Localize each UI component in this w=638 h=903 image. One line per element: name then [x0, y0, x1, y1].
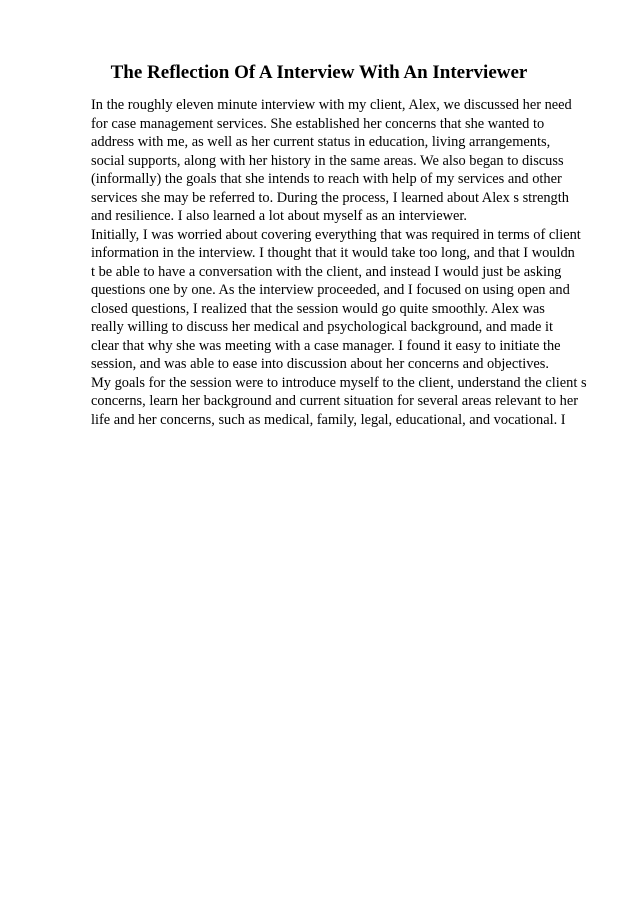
body-line: information in the interview. I thought that it would take too long, and that I wouldn: [91, 245, 575, 261]
body-line: concerns, learn her background and current situation for several areas relevant to her: [91, 393, 579, 409]
document-body: [91, 96, 611, 429]
body-line: (informally) the goals that she intends to reach with help of my services and other: [91, 171, 562, 187]
body-line: t be able to have a conversation with the client, and instead I would just be asking: [91, 263, 562, 280]
body-line: services she may be referred to. During the process, I learned about Alex s strength: [91, 189, 569, 206]
body-line: and resilience. I also learned a lot about myself as an interviewer.: [91, 208, 468, 224]
body-line: address with me, as well as her current status in education, living arrangements,: [91, 134, 551, 150]
body-line: social supports, along with her history in the same areas. We also began to discuss: [91, 152, 564, 169]
body-line: In the roughly eleven minute interview with my client, Alex, we discussed her need: [91, 97, 572, 113]
body-line: closed questions, I realized that the session would go quite smoothly. Alex was: [91, 300, 545, 317]
body-line: clear that why she was meeting with a case manager. I found it easy to initiate the: [91, 337, 561, 354]
body-line: for case management services. She established her concerns that she wanted to: [91, 115, 545, 132]
body-line: really willing to discuss her medical and psychological background, and made it: [91, 319, 553, 335]
body-line: questions one by one. As the interview proceeded, and I focused on using open and: [91, 282, 570, 298]
body-line: life and her concerns, such as medical, family, legal, educational, and vocational. I: [91, 411, 566, 428]
body-line: My goals for the session were to introduce myself to the client, understand the client s: [91, 374, 587, 391]
document-title: The Reflection Of A Interview With An Interviewer: [110, 62, 528, 83]
body-line: session, and was able to ease into discussion about her concerns and objectives.: [91, 356, 549, 372]
body-line: Initially, I was worried about covering everything that was required in terms of client: [91, 226, 581, 243]
